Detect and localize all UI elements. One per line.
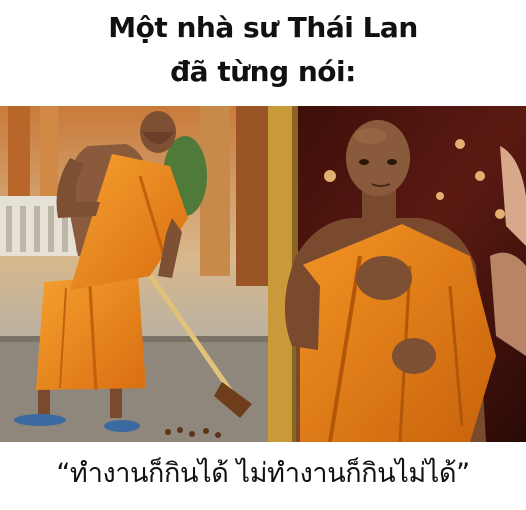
- thai-quote: “ทำงานก็กินได้ ไม่ทำงานก็กินไม่ได้”: [56, 458, 470, 489]
- caption-line-1: Một nhà sư Thái Lan: [108, 11, 418, 44]
- caption-line-2: đã từng nói:: [170, 55, 356, 88]
- photo-monk-portrait: [268, 106, 526, 442]
- photo-collage: [0, 106, 526, 442]
- photo-monk-sweeping: [0, 106, 268, 442]
- meme-caption: [0, 0, 526, 106]
